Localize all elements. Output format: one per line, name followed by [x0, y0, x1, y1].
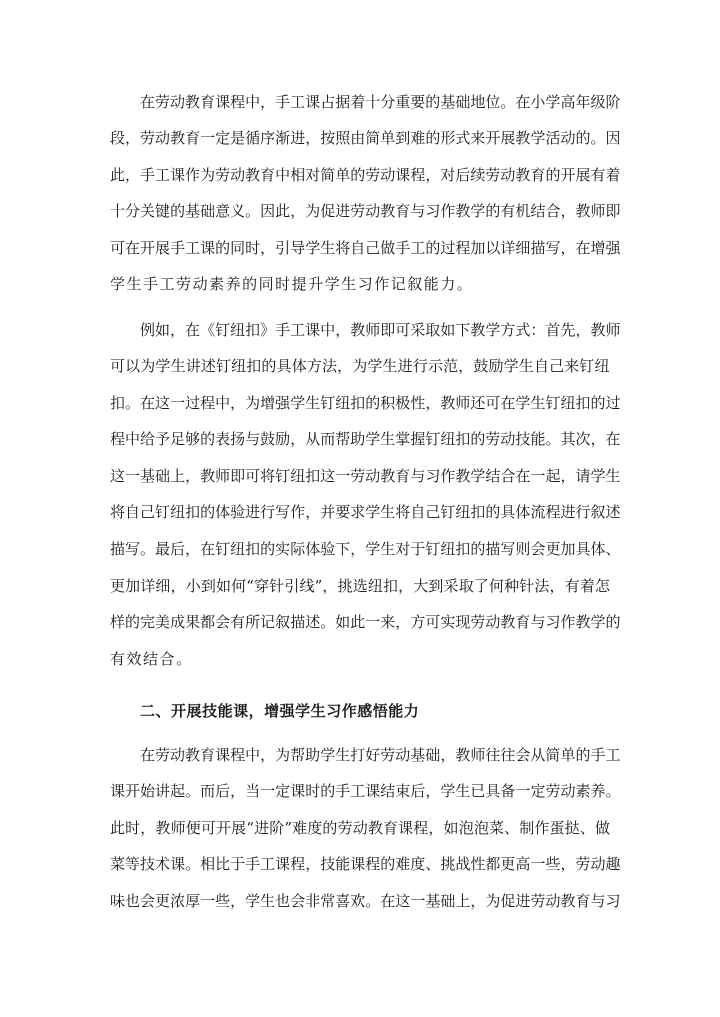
text-line: 菜 等 技 术 课 。 相 比 于 手 工 课 程 ， 技 能 课 程 的 难 度 、 挑 战 性 都 更 高 一 些 ， 劳 动 趣 [110, 855, 621, 873]
text-line: 味 也 会 更 浓 厚 一 些 ， 学 生 也 会 非 常 喜 欢 。 在 这 一 基 础 上 ， 为 促 进 劳 动 教 育 与 习 [110, 892, 621, 910]
text-line: 例 如 ， 在 《 钉 纽 扣 》 手 工 课 中 ， 教 师 即 可 采 取 如 下 教 学 方 式 ： 首 先 ， 教 师 [140, 321, 621, 339]
text-line: 此 ， 手 工 课 作 为 劳 动 教 育 中 相 对 简 单 的 劳 动 课 程 ， 对 后 续 劳 动 教 育 的 开 展 有 着 [110, 166, 621, 184]
text-line: 描 写 。 最 后 ， 在 钉 纽 扣 的 实 际 体 验 下 ， 学 生 对 于 钉 纽 扣 的 描 写 则 会 更 加 具 体 、 [110, 540, 621, 558]
text-line: 可 以 为 学 生 讲 述 钉 纽 扣 的 具 体 方 法 ， 为 学 生 进 行 示 范 ， 鼓 励 学 生 自 己 来 钉 纽 [110, 357, 610, 375]
text-line: 有 效 结 合 。 [110, 650, 192, 668]
text-line: 学 生 手 工 劳 动 素 养 的 同 时 提 升 学 生 习 作 记 叙 能 力 。 [110, 275, 472, 293]
text-line: 十 分 关 键 的 基 础 意 义 。 因 此 ， 为 促 进 劳 动 教 育 与 习 作 教 学 的 有 机 结 合 ， 教 师 即 [110, 202, 621, 220]
text-line: 课 开 始 讲 起 。 而 后 ， 当 一 定 课 时 的 手 工 课 结 束 后 ， 学 生 已 具 备 一 定 劳 动 素 养 。 [110, 782, 621, 800]
text-line: 此 时 ， 教 师 便 可 开 展 “ 进 阶 ” 难 度 的 劳 动 教 育 课 程 ， 如 泡 泡 菜 、 制 作 蛋 挞 、 做 [110, 819, 610, 837]
text-line: 这 一 基 础 上 ， 教 师 即 可 将 钉 纽 扣 这 一 劳 动 教 育 与 习 作 教 学 结 合 在 一 起 ， 请 学 生 [110, 467, 621, 485]
text-line: 更 加 详 细 ， 小 到 如 何 “ 穿 针 引 线 ” ， 挑 选 纽 扣 ， 大 到 采 取 了 何 种 针 法 ， 有 着 怎 [110, 577, 610, 595]
text-line: 在 劳 动 教 育 课 程 中 ， 手 工 课 占 据 着 十 分 重 要 的 基 础 地 位 。 在 小 学 高 年 级 阶 [140, 93, 621, 111]
text-line: 将 自 己 钉 纽 扣 的 体 验 进 行 写 作 ， 并 要 求 学 生 将 自 己 钉 纽 扣 的 具 体 流 程 进 行 叙 述 [110, 503, 621, 521]
text-line: 样 的 完 美 成 果 都 会 有 所 记 叙 描 述 。 如 此 一 来 ， 方 可 实 现 劳 动 教 育 与 习 作 教 学 的 [110, 613, 621, 631]
text-line: 在 劳 动 教 育 课 程 中 ， 为 帮 助 学 生 打 好 劳 动 基 础 ， 教 师 往 往 会 从 简 单 的 手 工 [140, 746, 621, 764]
text-line: 可 在 开 展 手 工 课 的 同 时 ， 引 导 学 生 将 自 己 做 手 工 的 过 程 加 以 详 细 描 写 ， 在 增 强 [110, 239, 621, 257]
text-line: 程 中 给 予 足 够 的 表 扬 与 鼓 励 ， 从 而 帮 助 学 生 掌 握 钉 纽 扣 的 劳 动 技 能 。 其 次 ， 在 [110, 430, 621, 448]
text-line: 扣 。 在 这 一 过 程 中 ， 为 增 强 学 生 钉 纽 扣 的 积 极 性 ， 教 师 还 可 在 学 生 钉 纽 扣 的 过 [110, 394, 621, 412]
text-line: 段 ， 劳 动 教 育 一 定 是 循 序 渐 进 ， 按 照 由 简 单 到 难 的 形 式 来 开 展 教 学 活 动 的 。 因 [110, 129, 621, 147]
section-heading: 二 、 开 展 技 能 课 ， 增 强 学 生 习 作 感 悟 能 力 [140, 702, 419, 720]
